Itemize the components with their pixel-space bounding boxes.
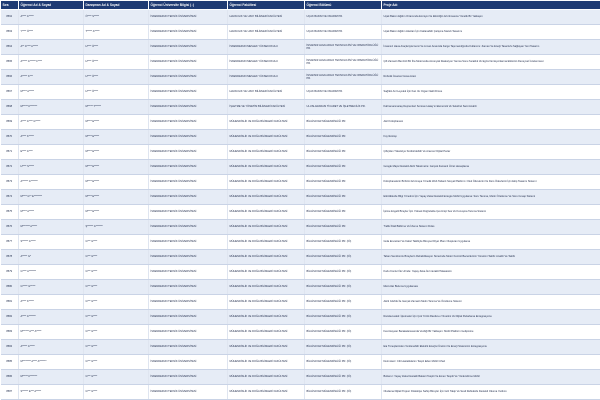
table-row[interactable] [1, 280, 600, 295]
cell-department: BİLGİSAYAR MÜHENDİSLİĞİ PR. (İÖ) [305, 370, 382, 385]
table-row[interactable] [1, 190, 600, 205]
cell-project-name: Kahramanmaraş Depremleri Sonrası Hatay'ın Ekonomik Ve Sektörel Swot Analizi [382, 100, 600, 115]
cell-faculty: MÜHENDİSLİK VE DOĞA BİLİMLERİ FAKÜLTESİ [228, 160, 305, 175]
cell-university: İSKENDERUN TEKNİK ÜNİVERSİTESİ [149, 70, 228, 85]
table-row[interactable] [1, 340, 600, 355]
cell-university: İSKENDERUN TEKNİK ÜNİVERSİTESİ [149, 340, 228, 355]
cell-project-name: Fest Hayvan Barakalamasında Verdiği Bir Yaklaşım: Mobil Platform Gelişimine [382, 325, 600, 340]
cell-advisor-name: M**** E***** [84, 175, 149, 190]
cell-advisor-name: H**** Ö**** [84, 70, 149, 85]
table-row[interactable] [1, 250, 600, 265]
cell-student-name: A***** K*** [19, 70, 84, 85]
cell-university: İSKENDERUN TEKNİK ÜNİVERSİTESİ [149, 115, 228, 130]
cell-faculty: MÜHENDİSLİK VE DOĞA BİLİMLERİ FAKÜLTESİ [228, 205, 305, 220]
cell-student-name: A****** A******* [19, 175, 84, 190]
cell-order: 8581 [1, 295, 19, 310]
cell-order: 8562 [1, 10, 19, 25]
cell-project-name: Mezunlar Buluma Uygulaması [382, 280, 600, 295]
cell-project-name: Botterur: Yapay Zeka Destekli Bakteri Tespiti Ve Emen Tespiti Ve Yönlendirme Mobil [382, 370, 600, 385]
cell-advisor-name: G*** G**** [84, 310, 149, 325]
cell-university: İSKENDERUN TEKNİK ÜNİVERSİTESİ [149, 40, 228, 55]
cell-advisor-name: G*** G**** [84, 340, 149, 355]
cell-project-name: Uçak Bakım Eğitim Ortamında Emniyet Ve Etkinliğin Artırılmasına Yönelik Bir Yaklaşım [382, 10, 600, 25]
cell-department: BİLGİSAYAR MÜHENDİSLİĞİ PR. [305, 220, 382, 235]
cell-order: 8567 [1, 85, 19, 100]
header-department[interactable]: Öğrenci Bölümü [305, 1, 382, 10]
cell-department: BİLGİSAYAR MÜHENDİSLİĞİ PR. [305, 190, 382, 205]
cell-project-name: İşitme Engelli Bireyler İçin Yüksek Doğrulukla Çevrimiçi Ses Ve Konuşma Tanıma Sistemi [382, 205, 600, 220]
cell-department: UÇAK BAKIM VE ONARIM PR. [305, 85, 382, 100]
cell-faculty: MÜHENDİSLİK VE DOĞA BİLİMLERİ FAKÜLTESİ [228, 115, 305, 130]
cell-student-name: S****** E*** A***** [19, 385, 84, 400]
cell-student-name: S****** A***** [19, 235, 84, 250]
header-project-name[interactable]: Proje Adı [382, 1, 600, 10]
cell-order: 8575 [1, 205, 19, 220]
cell-university: İSKENDERUN TEKNİK ÜNİVERSİTESİ [149, 190, 228, 205]
cell-project-name: Randevuvakti: İşletmeler İçin Çok Yönlü Randevu Yönetimi Ve Dijital Pazarlama Entegrasyonu [382, 310, 600, 325]
cell-student-name: Y**** Ö**** [19, 25, 84, 40]
cell-faculty: MÜHENDİSLİK VE DOĞA BİLİMLERİ FAKÜLTESİ [228, 220, 305, 235]
cell-faculty: MÜHENDİSLİK VE DOĞA BİLİMLERİ FAKÜLTESİ [228, 235, 305, 250]
cell-order: 8573 [1, 175, 19, 190]
cell-order: 8568 [1, 100, 19, 115]
cell-department: UÇAK BAKIM VE ONARIM PR. [305, 25, 382, 40]
cell-faculty: MÜHENDİSLİK VE DOĞA BİLİMLERİ FAKÜLTESİ [228, 130, 305, 145]
cell-order: 8564 [1, 40, 19, 55]
cell-project-name: Sağlıklı Arıl Leyelek İçin Kan Ve Organ Nakli Drone [382, 85, 600, 100]
cell-faculty: İSKENDERUN MESLEK YÜKSEKOKULU [228, 55, 305, 70]
cell-student-name: A**** K***** [19, 295, 84, 310]
cell-order: 8579 [1, 265, 19, 280]
cell-advisor-name: H**** Ö**** [84, 85, 149, 100]
cell-order: 8563 [1, 25, 19, 40]
table-row[interactable] [1, 130, 600, 145]
cell-advisor-name: H**** Ö**** [84, 40, 149, 55]
cell-faculty: MÜHENDİSLİK VE DOĞA BİLİMLERİ FAKÜLTESİ [228, 310, 305, 325]
cell-project-name: Etkinliklerde Bilgi Yönetimi İçin Yapay Zeka Destekli Entegre Mobil Uygulama: Soru Tanıma, Metin Özetleme Ve Soru Cevap Sistemi [382, 190, 600, 205]
cell-order: 8576 [1, 220, 19, 235]
cell-student-name: A** A**** A***** [19, 40, 84, 55]
cell-student-name: M******* A***** [19, 220, 84, 235]
cell-department: BİLGİSAYAR MÜHENDİSLİĞİ PR. (İÖ) [305, 310, 382, 325]
cell-advisor-name: G*** G**** [84, 355, 149, 370]
cell-faculty: MÜHENDİSLİK VE DOĞA BİLİMLERİ FAKÜLTESİ [228, 340, 305, 355]
cell-department: İNSANSIZ HAVA ARACI TEKNOLOJİSİ VE OPERATÖRLÜĞÜ PR. [305, 40, 382, 55]
cell-order: 8571 [1, 145, 19, 160]
cell-university: İSKENDERUN TEKNİK ÜNİVERSİTESİ [149, 100, 228, 115]
cell-university: İSKENDERUN TEKNİK ÜNİVERSİTESİ [149, 235, 228, 250]
cell-student-name: A**** A***** [19, 10, 84, 25]
table-row[interactable] [1, 295, 600, 310]
cell-university: İSKENDERUN TEKNİK ÜNİVERSİTESİ [149, 250, 228, 265]
cell-order: 8577 [1, 235, 19, 250]
cell-advisor-name: M**** E***** [84, 130, 149, 145]
cell-university: İSKENDERUN TEKNİK ÜNİVERSİTESİ [149, 145, 228, 160]
cell-university: İSKENDERUN TEKNİK ÜNİVERSİTESİ [149, 220, 228, 235]
cell-advisor-name: H**** Ö**** [84, 55, 149, 70]
cell-department: BİLGİSAYAR MÜHENDİSLİĞİ PR. (İÖ) [305, 280, 382, 295]
cell-project-name: Gıda Envanteri Ve Kalori Takibiyle Bireysel Diyet Planı Oluşturan Uygulama [382, 235, 600, 250]
cell-student-name: A***** A***** [19, 340, 84, 355]
cell-university: İSKENDERUN TEKNİK ÜNİVERSİTESİ [149, 85, 228, 100]
cell-student-name: M******** A**** A******* [19, 355, 84, 370]
cell-university: İSKENDERUN TEKNİK ÜNİVERSİTESİ [149, 370, 228, 385]
cell-department: BİLGİSAYAR MÜHENDİSLİĞİ PR. [305, 115, 382, 130]
cell-department: BİLGİSAYAR MÜHENDİSLİĞİ PR. (İÖ) [305, 340, 382, 355]
cell-project-name: Kütüphanelerin Birbirini Artırmaya Yönelik Web Tabanlı Sosyal Platform: Okul Ödevlerini Ve Ders Ödevlerini İçin Ekip Tasarım Sistemi [382, 175, 600, 190]
cell-university: İSKENDERUN TEKNİK ÜNİVERSİTESİ [149, 295, 228, 310]
cell-department: BİLGİSAYAR MÜHENDİSLİĞİ PR. (İÖ) [305, 265, 382, 280]
table-row[interactable] [1, 70, 600, 85]
header-order[interactable]: Sıra [1, 1, 19, 10]
cell-department: BİLGİSAYAR MÜHENDİSLİĞİ PR. (İÖ) [305, 250, 382, 265]
cell-faculty: İSKENDERUN MESLEK YÜKSEKOKULU [228, 70, 305, 85]
table-row[interactable] [1, 325, 600, 340]
cell-faculty: MÜHENDİSLİK VE DOĞA BİLİMLERİ FAKÜLTESİ [228, 385, 305, 400]
cell-advisor-name: G*** G**** [84, 235, 149, 250]
table-row[interactable] [1, 175, 600, 190]
cell-student-name: M***** K******* [19, 370, 84, 385]
cell-university: İSKENDERUN TEKNİK ÜNİVERSİTESİ [149, 355, 228, 370]
cell-student-name: M**** A***** [19, 85, 84, 100]
cell-university: İSKENDERUN TEKNİK ÜNİVERSİTESİ [149, 280, 228, 295]
table-row[interactable] [1, 265, 600, 280]
cell-advisor-name: M**** E***** [84, 205, 149, 220]
cell-student-name: A***** A****** F**** [19, 55, 84, 70]
cell-order: 8578 [1, 250, 19, 265]
table-row[interactable] [1, 310, 600, 325]
cell-student-name: A**** A**** G***** [19, 115, 84, 130]
cell-student-name: G**** A******* [19, 265, 84, 280]
table-row[interactable] [1, 40, 600, 55]
cell-project-name: Çiftçiden Tüketiciye Sürdürülebilir Ve Aracısız Dijital Pazar [382, 145, 600, 160]
cell-department: BİLGİSAYAR MÜHENDİSLİĞİ PR. (İÖ) [305, 355, 382, 370]
cell-project-name: Taban Sendromlu Bireylerin Rehabilitasyon Sürecinde Motor Kontrol Becerilerinin Yönetimi Takibi: Analizi Ve Takibi [382, 250, 600, 265]
cell-project-name: Eia Tüneplerinden Yenilenebilir Elektrik Enerjisi Üretimi Ve Enerji Sisteminin Entegrasyonu [382, 340, 600, 355]
cell-university: İSKENDERUN TEKNİK ÜNİVERSİTESİ [149, 130, 228, 145]
cell-advisor-name: G*** G**** [84, 370, 149, 385]
cell-advisor-name: G*** G**** [84, 325, 149, 340]
cell-university: İSKENDERUN TEKNİK ÜNİVERSİTESİ [149, 160, 228, 175]
cell-order: 8566 [1, 70, 19, 85]
cell-student-name: H**** S***** [19, 160, 84, 175]
cell-faculty: MÜHENDİSLİK VE DOĞA BİLİMLERİ FAKÜLTESİ [228, 175, 305, 190]
cell-department: BİLGİSAYAR MÜHENDİSLİĞİ PR. (İÖ) [305, 325, 382, 340]
cell-order: 8580 [1, 280, 19, 295]
cell-advisor-name: G*** G**** [84, 280, 149, 295]
cell-university: İSKENDERUN TEKNİK ÜNİVERSİTESİ [149, 55, 228, 70]
cell-faculty: MÜHENDİSLİK VE DOĞA BİLİMLERİ FAKÜLTESİ [228, 280, 305, 295]
cell-order: 8574 [1, 190, 19, 205]
cell-project-name: Uçak Bakım Eğitim Alanları İçin Katlanabilir Çalışma Standı Tasarımı [382, 25, 600, 40]
cell-project-name: Akıl Kütüphanesi [382, 115, 600, 130]
cell-project-name: İnsansız Hava Araçlarıyla Gemi Ve Liman Arasında Kargo Taşımacılığında Kullanımı: Zaman Ve Enerji Tasarrufu Sağlayan Yeni Tasarım [382, 40, 600, 55]
cell-student-name: M***** K******* [19, 100, 84, 115]
cell-advisor-name: G*** G**** [84, 295, 149, 310]
cell-student-name: A**** K***** [19, 130, 84, 145]
table-row[interactable] [1, 160, 600, 175]
cell-advisor-name: M**** E***** [84, 115, 149, 130]
cell-university: İSKENDERUN TEKNİK ÜNİVERSİTESİ [149, 25, 228, 40]
cell-student-name: A**** A******* [19, 310, 84, 325]
cell-project-name: Foyl Erotop [382, 130, 600, 145]
table-row[interactable] [1, 25, 600, 40]
cell-project-name: Dermoterc: Cilt Hastalıklarını Tespit Eden Mobil Cihaz [382, 355, 600, 370]
cell-project-name: Robotik İnsansız Hava Aracı [382, 70, 600, 85]
cell-university: İSKENDERUN TEKNİK ÜNİVERSİTESİ [149, 310, 228, 325]
table-row[interactable] [1, 115, 600, 130]
cell-faculty: MÜHENDİSLİK VE DOĞA BİLİMLERİ FAKÜLTESİ [228, 370, 305, 385]
cell-faculty: MÜHENDİSLİK VE DOĞA BİLİMLERİ FAKÜLTESİ [228, 190, 305, 205]
cell-faculty: MÜHENDİSLİK VE DOĞA BİLİMLERİ FAKÜLTESİ [228, 250, 305, 265]
cell-department: BİLGİSAYAR MÜHENDİSLİĞİ PR. (İÖ) [305, 295, 382, 310]
cell-university: İSKENDERUN TEKNİK ÜNİVERSİTESİ [149, 385, 228, 400]
cell-student-name: A***** G* [19, 250, 84, 265]
table-row[interactable] [1, 100, 600, 115]
cell-student-name: M**** G** E******** [19, 190, 84, 205]
cell-faculty: MÜHENDİSLİK VE DOĞA BİLİMLERİ FAKÜLTESİ [228, 355, 305, 370]
cell-department: BİLGİSAYAR MÜHENDİSLİĞİ PR. [305, 160, 382, 175]
cell-project-name: Çift Zamanlı Benzinli Bir İha Motorunda Amonyak Reaksiyon Yanma Sonu Sıcaklık Ve Egzoz Emisyonlarına Etkisinin Deneysel İncelenmesi [382, 55, 600, 70]
cell-project-name: Google Maps Destekli Akıllı Taksimetre: Gerçek Zamanlı Ücret Hesaplama [382, 160, 600, 175]
cell-project-name: Trafik İhlali Bildirme Ve İzleme Sistemi Fides [382, 220, 600, 235]
cell-project-name: Okulama Dijital Projesi: Dislektiye Sahip Bireyler İçin Göz Takip Ve Sesli Refleksife Destekli Okuma Yardımı [382, 385, 600, 400]
table-row[interactable] [1, 235, 600, 250]
cell-university: İSKENDERUN TEKNİK ÜNİVERSİTESİ [149, 265, 228, 280]
cell-order: 8570 [1, 130, 19, 145]
cell-advisor-name: Ö**** S***** [84, 10, 149, 25]
cell-university: İSKENDERUN TEKNİK ÜNİVERSİTESİ [149, 205, 228, 220]
header-faculty[interactable]: Öğrenci Fakültesi [228, 1, 305, 10]
cell-faculty: İSKENDERUN MESLEK YÜKSEKOKULU [228, 40, 305, 55]
cell-project-name: Kodu Konturl İle Urinde: Yapay Zeka İle Interaktif Masaüstü [382, 265, 600, 280]
table-row[interactable] [1, 10, 600, 25]
cell-advisor-name: M***** T****** [84, 100, 149, 115]
cell-project-name: Akıllı Gözlük İle Gerçek Zamanlı Metin Tanıma Ve Özetleme Sistemi [382, 295, 600, 310]
cell-order: 8585 [1, 355, 19, 370]
cell-university: İSKENDERUN TEKNİK ÜNİVERSİTESİ [149, 175, 228, 190]
cell-department: BİLGİSAYAR MÜHENDİSLİĞİ PR. (İÖ) [305, 235, 382, 250]
header-row [1, 1, 600, 10]
cell-order: 8584 [1, 340, 19, 355]
cell-university: İSKENDERUN TEKNİK ÜNİVERSİTESİ [149, 10, 228, 25]
table-row[interactable] [1, 370, 600, 385]
table-row[interactable] [1, 205, 600, 220]
cell-advisor-name: M**** E***** [84, 160, 149, 175]
cell-department: BİLGİSAYAR MÜHENDİSLİĞİ PR. [305, 175, 382, 190]
table-row[interactable] [1, 385, 600, 400]
table-body [1, 10, 600, 400]
cell-faculty: MÜHENDİSLİK VE DOĞA BİLİMLERİ FAKÜLTESİ [228, 265, 305, 280]
cell-faculty: İŞLETME VE YÖNETİM BİLİMLERİ FAKÜLTESİ [228, 100, 305, 115]
cell-order: 8569 [1, 115, 19, 130]
cell-student-name: G***** G***** [19, 280, 84, 295]
cell-order: 8586 [1, 370, 19, 385]
cell-faculty: HAVACILIK VE UZAY BİLİMLERİ FAKÜLTESİ [228, 10, 305, 25]
cell-student-name: E**** A**** [19, 145, 84, 160]
cell-faculty: MÜHENDİSLİK VE DOĞA BİLİMLERİ FAKÜLTESİ [228, 295, 305, 310]
cell-department: İNSANSIZ HAVA ARACI TEKNOLOJİSİ VE OPERATÖRLÜĞÜ PR. [305, 55, 382, 70]
cell-department: BİLGİSAYAR MÜHENDİSLİĞİ PR. (İÖ) [305, 385, 382, 400]
cell-faculty: MÜHENDİSLİK VE DOĞA BİLİMLERİ FAKÜLTESİ [228, 325, 305, 340]
cell-student-name: M**** A***** [19, 205, 84, 220]
cell-department: UÇAK BAKIM VE ONARIM PR. [305, 10, 382, 25]
table-row[interactable] [1, 145, 600, 160]
table-row[interactable] [1, 355, 600, 370]
cell-advisor-name: G*** G**** [84, 385, 149, 400]
cell-advisor-name: M**** E***** [84, 190, 149, 205]
cell-order: 8565 [1, 55, 19, 70]
table-row[interactable] [1, 55, 600, 70]
cell-department: ULUSLARARASI TİCARET VE İŞLETMECİLİK PR. [305, 100, 382, 115]
cell-order: 8587 [1, 385, 19, 400]
header-student-name[interactable]: Öğrenci Ad & Soyad [19, 1, 84, 10]
cell-order: 8572 [1, 160, 19, 175]
cell-advisor-name: T***** A***** [84, 25, 149, 40]
cell-department: BİLGİSAYAR MÜHENDİSLİĞİ PR. [305, 145, 382, 160]
table-row[interactable] [1, 220, 600, 235]
cell-student-name: M****** A*** A***** [19, 325, 84, 340]
cell-department: BİLGİSAYAR MÜHENDİSLİĞİ PR. [305, 205, 382, 220]
table-row[interactable] [1, 85, 600, 100]
cell-advisor-name: Ş****** A******* [84, 220, 149, 235]
cell-order: 8582 [1, 310, 19, 325]
header-advisor-name[interactable]: Danışman Ad & Soyad [84, 1, 149, 10]
cell-order: 8583 [1, 325, 19, 340]
cell-advisor-name: G*** G**** [84, 250, 149, 265]
cell-advisor-name: G*** G**** [84, 265, 149, 280]
cell-faculty: MÜHENDİSLİK VE DOĞA BİLİMLERİ FAKÜLTESİ [228, 145, 305, 160]
cell-university: İSKENDERUN TEKNİK ÜNİVERSİTESİ [149, 325, 228, 340]
header-university[interactable]: Öğrenci Üniversite Bilgisi (↓) [149, 1, 228, 10]
cell-department: BİLGİSAYAR MÜHENDİSLİĞİ PR. [305, 130, 382, 145]
cell-advisor-name: M**** E***** [84, 145, 149, 160]
cell-department: İNSANSIZ HAVA ARACI TEKNOLOJİSİ VE OPERATÖRLÜĞÜ PR. [305, 70, 382, 85]
cell-faculty: HAVACILIK VE UZAY BİLİMLERİ FAKÜLTESİ [228, 25, 305, 40]
cell-faculty: HAVACILIK VE UZAY BİLİMLERİ FAKÜLTESİ [228, 85, 305, 100]
